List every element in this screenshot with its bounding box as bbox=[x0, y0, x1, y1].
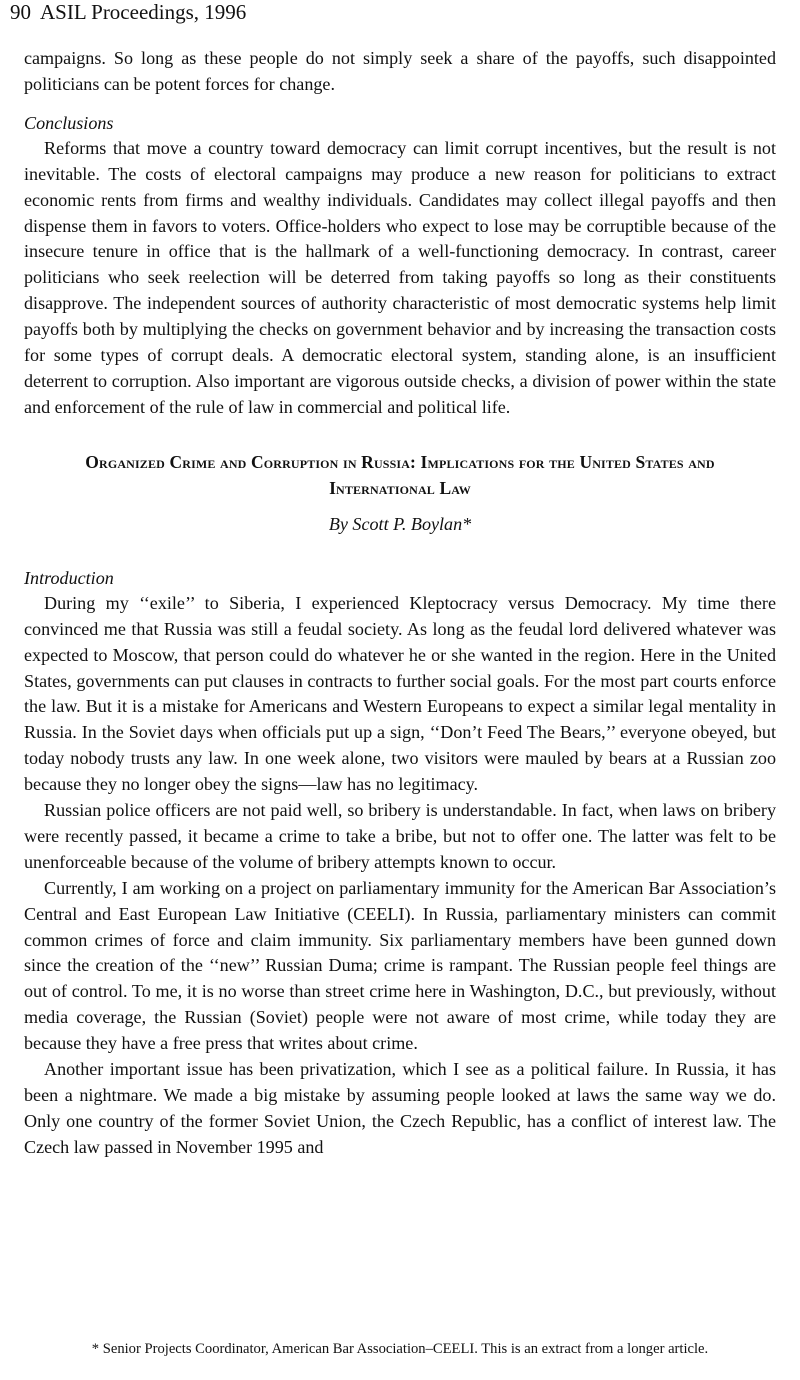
article-byline: By Scott P. Boylan* bbox=[328, 513, 472, 534]
intro-paragraph-2: Russian police officers are not paid well, so bribery is understandable. In fact, when laws on bribery were recently passed, it became a crime to take a bribe, but not to offer one. The latter was felt to be unenforceable because of the volume of bribery attempts known to occur. bbox=[24, 800, 776, 872]
page-body bbox=[24, 46, 776, 1161]
page-number: 90 bbox=[10, 0, 31, 24]
continued-paragraph: campaigns. So long as these people do not simply seek a share of the payoffs, such disappointed politicians can be potent forces for change. bbox=[24, 48, 776, 94]
conclusions-heading: Conclusions bbox=[24, 112, 114, 133]
intro-paragraph-4: Another important issue has been privatization, which I see as a political failure. In Russia, it has been a nightmare. We made a big mistake by assuming people looked at laws the same way we do. Only one country of the former Soviet Union, the Czech Republic, has a conflict of interest law. The Czech law passed in November 1995 and bbox=[24, 1059, 776, 1157]
intro-paragraph-1: During my ‘‘exile’’ to Siberia, I experienced Kleptocracy versus Democracy. My time there convinced me that Russia was still a feudal society. As long as the feudal lord delivered whatever was expected to Moscow, that person could do whatever he or she wanted in the region. Here in the United States, governments can put clauses in contracts to further social goals. For the most part courts enforce the law. But it is a mistake for Americans and Western Europeans to expect a similar legal mentality in Russia. In the Soviet days when officials put up a sign, ‘‘Don’t Feed The Bears,’’ everyone obeyed, but today nobody trusts any law. In one week alone, two visitors were mauled by bears at a Russian zoo because they no longer obey the signs—law has no legitimacy. bbox=[24, 592, 776, 795]
conclusions-paragraph: Reforms that move a country toward democracy can limit corrupt incentives, but the result is not inevitable. The costs of electoral campaigns may produce a new reason for politicians to extract economic rents from firms and wealthy individuals. Candidates may collect illegal payoffs and then dispense them in favors to voters. Office-holders who expect to lose may be corruptible because of the insecure tenure in office that is the hallmark of a well-functioning democracy. In contrast, career politicians who seek reelection will be deterred from taking payoffs so long as their constituents disapprove. The independent sources of authority characteristic of most democratic systems help limit payoffs both by multiplying the checks on government behavior and by increasing the transaction costs for some types of corrupt deals. A democratic electoral system, standing alone, is an insufficient deterrent to corruption. Also important are vigorous outside checks, a division of power within the state and enforcement of the rule of law in commercial and political life. bbox=[24, 137, 776, 417]
introduction-heading: Introduction bbox=[24, 567, 114, 588]
author-footnote: * Senior Projects Coordinator, American Bar Association–CEELI. This is an extract from a longer article. bbox=[91, 1341, 709, 1357]
intro-paragraph-3: Currently, I am working on a project on parliamentary immunity for the American Bar Association’s Central and East European Law Initiative (CEELI). In Russia, parliamentary ministers can commit common crimes of force and claim immunity. Six parliamentary members have been gunned down since the creation of the ‘‘new’’ Russian Duma; crime is rampant. The Russian people feel things are out of control. To me, it is no worse than street crime here in Washington, D.C., but previously, without media coverage, the Russian (Soviet) people were not aware of most crime, while today they are because they have a free press that writes about crime. bbox=[24, 877, 776, 1054]
article-title: Organized Crime and Corruption in Russia: Implications for the United States and International Law bbox=[85, 451, 715, 498]
running-head bbox=[10, 0, 246, 26]
journal-title: ASIL Proceedings, 1996 bbox=[40, 0, 247, 24]
